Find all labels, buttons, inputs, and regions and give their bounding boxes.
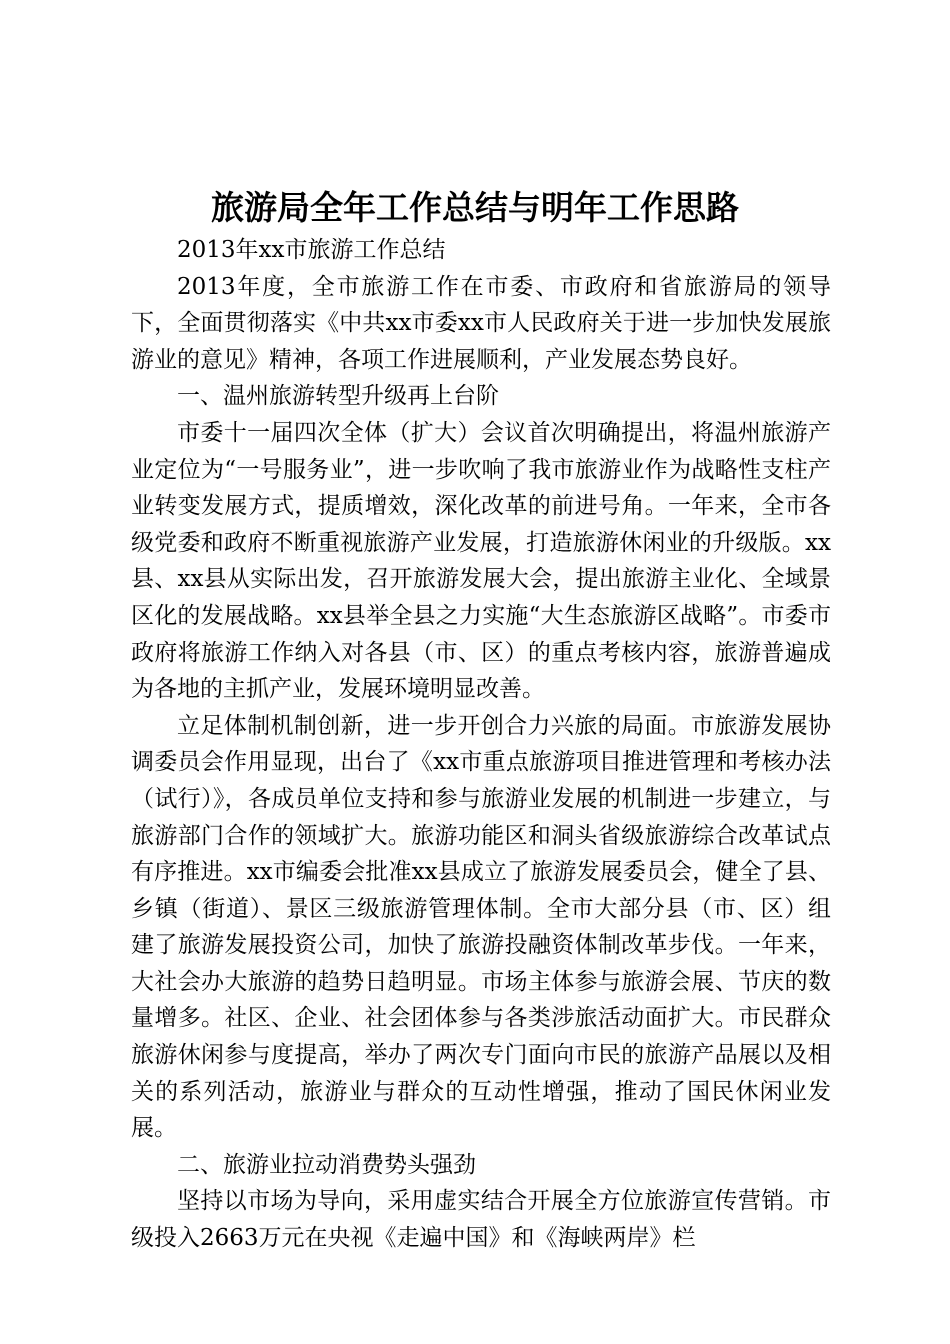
- section-heading-1: 一、温州旅游转型升级再上台阶: [177, 383, 499, 410]
- document-title: 旅游局全年工作总结与明年工作思路: [211, 188, 739, 227]
- section-heading-2: 二、旅游业拉动消费势头强劲: [177, 1151, 476, 1178]
- body-paragraph: 坚持以市场为导向，采用虚实结合开展全方位旅游宣传营销。市级投入2663万元在央视《走遍中国》和《海峡两岸》栏: [131, 1188, 831, 1252]
- body-paragraph: 市委十一届四次全体（扩大）会议首次明确提出，将温州旅游产业定位为“一号服务业”，进一步吹响了我市旅游业作为战略性支柱产业转变发展方式，提质增效，深化改革的前进号角。一年来，全市各级党委和政府不断重视旅游产业发展，打造旅游休闲业的升级版。xx县、xx县从实际出发，召开旅游发展大会，提出旅游主业化、全域景区化的发展战略。xx县举全县之力实施“大生态旅游区战略”。市委市政府将旅游工作纳入对各县（市、区）的重点考核内容，旅游普遍成为各地的主抓产业，发展环境明显改善。: [131, 419, 831, 703]
- subtitle-paragraph: 2013年xx市旅游工作总结: [177, 237, 446, 263]
- body-paragraph: 立足体制机制创新，进一步开创合力兴旅的局面。市旅游发展协调委员会作用显现，出台了《xx市重点旅游项目推进管理和考核办法（试行）》，各成员单位支持和参与旅游业发展的机制进一步建立，与旅游部门合作的领域扩大。旅游功能区和洞头省级旅游综合改革试点有序推进。xx市编委会批准xx县成立了旅游发展委员会，健全了县、乡镇（街道）、景区三级旅游管理体制。全市大部分县（市、区）组建了旅游发展投资公司，加快了旅游投融资体制改革步伐。一年来，大社会办大旅游的趋势日趋明显。市场主体参与旅游会展、节庆的数量增多。社区、企业、社会团体参与各类涉旅活动面扩大。市民群众旅游休闲参与度提高，举办了两次专门面向市民的旅游产品展以及相关的系列活动，旅游业与群众的互动性增强，推动了国民休闲业发展。: [131, 712, 831, 1142]
- document-body: [131, 232, 831, 1257]
- intro-paragraph: 2013年度，全市旅游工作在市委、市政府和省旅游局的领导下，全面贯彻落实《中共xx市委xx市人民政府关于进一步加快发展旅游业的意见》精神，各项工作进展顺利，产业发展态势良好。: [131, 273, 831, 373]
